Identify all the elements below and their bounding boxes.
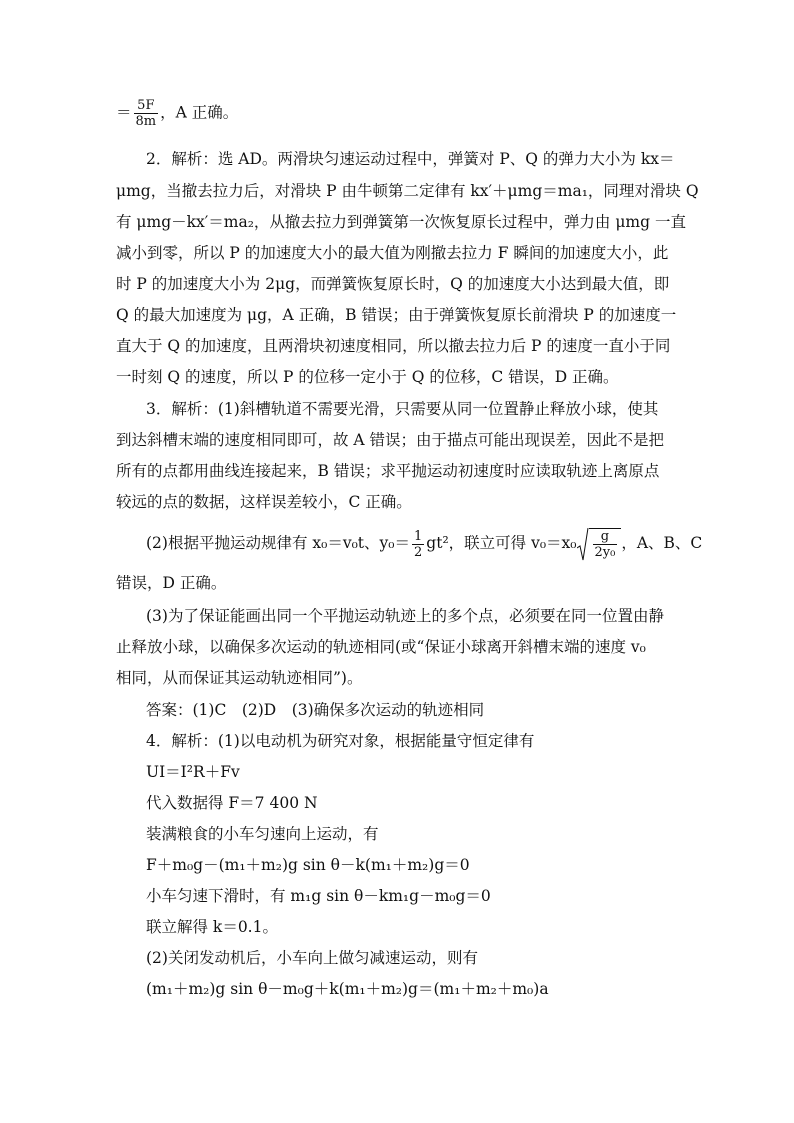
fraction-denominator: 2: [414, 544, 423, 560]
q3-line-8: 止释放小球，以确保多次运动的轨迹相同(或“保证小球离开斜槽末端的速度 v₀: [116, 638, 646, 656]
fraction-numerator: 5F: [134, 98, 159, 114]
q4-line-9: (m₁＋m₂)g sin θ－m₀g＋k(m₁＋m₂)g＝(m₁＋m₂＋m₀)a: [146, 980, 549, 998]
q4-line-8: (2)关闭发动机后，小车向上做匀减速运动，则有: [146, 949, 478, 967]
text-segment: ，A、B、C: [621, 534, 703, 552]
text-segment: (2)根据平抛运动规律有 x₀＝v₀t、y₀＝: [146, 534, 411, 552]
q3-line-9: 相同，从而保证其运动轨迹相同”)。: [116, 669, 363, 687]
q4-line-2: UI＝I²R＋Fv: [146, 763, 240, 781]
fraction: [593, 529, 618, 560]
q4-line-7: 联立解得 k＝0.1。: [146, 918, 278, 936]
q3-line-1: 3．解析：(1)斜槽轨道不需要光滑，只需要从同一位置静止释放小球，使其: [146, 400, 659, 418]
answer-q3: 答案：(1)C (2)D (3)确保多次运动的轨迹相同: [146, 701, 485, 719]
q3-line-6: 错误，D 正确。: [116, 574, 227, 592]
q2-line-5: 时 P 的加速度大小为 2μg，而弹簧恢复原长时，Q 的加速度大小达到最大值，即: [116, 275, 670, 293]
square-root: [577, 528, 622, 560]
q3-line-4: 较远的点的数据，这样误差较小，C 正确。: [116, 493, 412, 511]
fraction: [412, 529, 424, 560]
q2-line-3: 有 μmg－kx′＝ma₂，从撤去拉力到弹簧第一次恢复原长过程中，弹力由 μmg 一直: [116, 213, 686, 231]
q2-line-6: Q 的最大加速度为 μg，A 正确，B 错误；由于弹簧恢复原长前滑块 P 的加速度一: [116, 306, 677, 324]
q3-line-7: (3)为了保证能画出同一个平抛运动轨迹上的多个点，必须要在同一位置由静: [146, 607, 664, 625]
q4-line-1: 4．解析：(1)以电动机为研究对象，根据能量守恒定律有: [146, 732, 535, 750]
fraction: [134, 98, 159, 129]
q3-line-3: 所有的点都用曲线连接起来，B 错误；求平抛运动初速度时应读取轨迹上离原点: [116, 462, 660, 480]
fraction-numerator: g: [593, 529, 618, 545]
q4-line-3: 代入数据得 F＝7 400 N: [146, 794, 318, 812]
fraction-denominator: 2y₀: [594, 545, 616, 560]
text-segment: ＝: [116, 103, 132, 122]
q3-line-5: [146, 528, 702, 560]
q2-line-4: 减小到零，所以 P 的加速度大小的最大值为刚撤去拉力 F 瞬间的加速度大小，此: [116, 244, 669, 262]
q4-line-4: 装满粮食的小车匀速向上运动，有: [146, 825, 379, 843]
radical-sign-icon: [577, 528, 589, 562]
q4-line-6: 小车匀速下滑时，有 m₁g sin θ－km₁g－m₀g＝0: [146, 887, 491, 905]
q4-line-5: F＋m₀g－(m₁＋m₂)g sin θ－k(m₁＋m₂)g＝0: [146, 856, 470, 874]
q2-line-1: 2．解析：选 AD。两滑块匀速运动过程中，弹簧对 P、Q 的弹力大小为 kx＝: [146, 150, 675, 168]
text-segment: ，A 正确。: [160, 103, 239, 122]
answer-line-1: [116, 98, 238, 129]
q2-line-2: μmg，当撤去拉力后，对滑块 P 由牛顿第二定律有 kx′＋μmg＝ma₁，同理对滑块 Q: [116, 182, 699, 200]
q3-line-2: 到达斜槽末端的速度相同即可，故 A 错误；由于描点可能出现误差，因此不是把: [116, 431, 665, 449]
text-segment: gt²，联立可得 v₀＝x₀: [426, 534, 577, 552]
q2-line-7: 直大于 Q 的加速度，且两滑块初速度相同，所以撤去拉力后 P 的速度一直小于同: [116, 337, 671, 355]
q2-line-8: 一时刻 Q 的速度，所以 P 的位移一定小于 Q 的位移，C 错误，D 正确。: [116, 368, 619, 386]
fraction-denominator: 8m: [135, 114, 157, 129]
fraction-numerator: 1: [414, 528, 423, 544]
